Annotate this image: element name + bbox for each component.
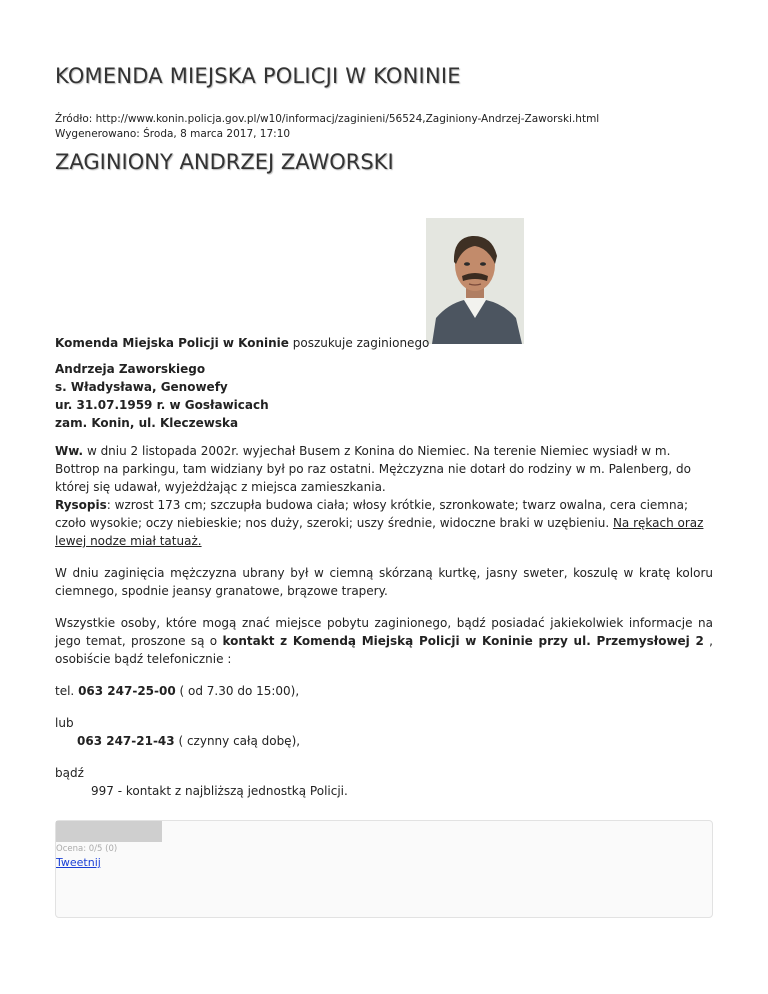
phone-line-2 (55, 732, 713, 750)
appeal-contact: kontakt z Komendą Miejską Policji w Koninie przy ul. Przemysłowej 2 (222, 634, 704, 648)
clothing-paragraph: W dniu zaginięcia mężczyzna ubrany był w ciemną skórzaną kurtkę, jasny sweter, koszulę w kratę koloru ciemnego, spodnie jeansy granatowe, brązowe trapery. (55, 566, 713, 598)
meta-info (55, 112, 599, 142)
person-address: zam. Konin, ul. Kleczewska (55, 416, 239, 430)
phone-note-1: ( od 7.30 do 15:00), (175, 684, 300, 698)
rating-panel (55, 820, 713, 918)
missing-person-photo (426, 218, 524, 344)
emergency-line: 997 - kontakt z najbliższą jednostką Policji. (91, 784, 348, 798)
phone-line-1 (55, 682, 713, 700)
ww-label: Ww. (55, 444, 84, 458)
rysopis-label: Rysopis (55, 498, 107, 512)
tweet-link[interactable]: Tweetnij (56, 856, 101, 869)
rating-label: Ocena: 0/5 (0) (56, 844, 118, 854)
lead-paragraph (55, 334, 713, 352)
or-label-1: lub (55, 716, 74, 730)
ww-text: w dniu 2 listopada 2002r. wyjechał Busem z Konina do Niemiec. Na terenie Niemiec wysiadł w m. Bottrop na parkingu, tam widziany był po raz ostatni. Mężczyzna nie dotarł do rodziny w m. Palenberg, do której się udawał, wyjeżdżając z miejsca zamieszkania. (55, 444, 691, 494)
article-title: ZAGINIONY ANDRZEJ ZAWORSKI (55, 150, 394, 174)
appeal-start: Wszystkie osoby, które mogą znać miejsce pobytu zaginionego, bądź posiadać jakiekolwiek informacje na jego temat, proszone są o (55, 616, 713, 648)
site-title: KOMENDA MIEJSKA POLICJI W KONINIE (55, 64, 461, 88)
circumstances-paragraph (55, 442, 713, 550)
appeal-end: , osobiście bądź telefonicznie : (55, 634, 713, 666)
source-line: Źródło: http://www.konin.policja.gov.pl/w10/informacj/zaginieni/56524,Zaginiony-Andrzej-Zaworski.html (55, 113, 600, 125)
or-label-2: bądź (55, 766, 84, 780)
generated-line: Wygenerowano: Środa, 8 marca 2017, 17:10 (55, 128, 291, 140)
lead-text: poszukuje zaginionego (288, 336, 430, 350)
phone-note-2: ( czynny całą dobę), (174, 734, 301, 748)
person-name: Andrzeja Zaworskiego (55, 362, 206, 376)
person-born: ur. 31.07.1959 r. w Gosławicach (55, 398, 269, 412)
rysopis-text: : wzrost 173 cm; szczupła budowa ciała; włosy krótkie, szronkowate; twarz owalna, cera ciemna; czoło wysokie; oczy niebieskie; nos duży, szeroki; uszy średnie, widoczne braki w uzębieniu. (55, 498, 688, 530)
appeal-paragraph (55, 614, 713, 668)
phone-number-1: 063 247-25-00 (78, 684, 176, 698)
rating-stars-bar[interactable] (56, 821, 162, 842)
tattoo-note: Na rękach oraz lewej nodze miał tatuaż. (55, 516, 704, 548)
person-details (55, 360, 713, 432)
tel-prefix: tel. (55, 684, 79, 698)
lead-agency: Komenda Miejska Policji w Koninie (55, 336, 289, 350)
person-parents: s. Władysława, Genowefy (55, 380, 228, 394)
portrait-image (426, 218, 524, 344)
article-body (55, 334, 713, 800)
phone-number-2: 063 247-21-43 (77, 734, 175, 748)
